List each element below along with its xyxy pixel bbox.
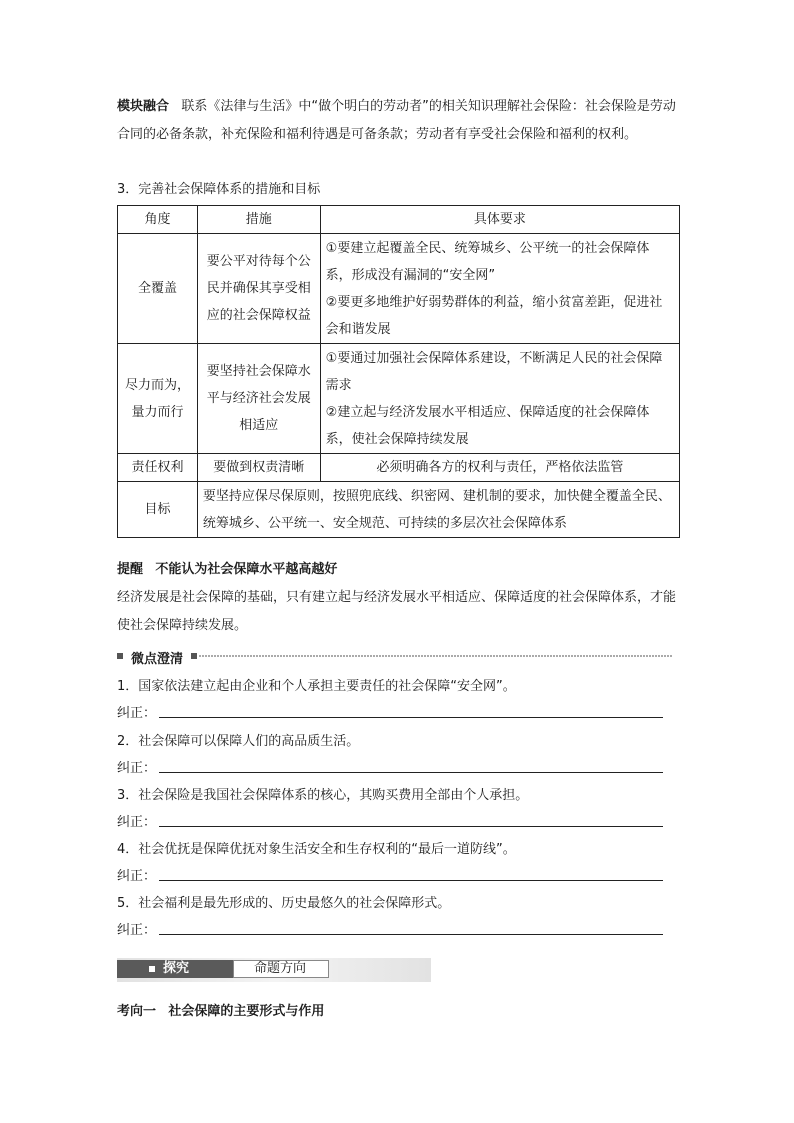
- requirement-item: ②建立起与经济发展水平相适应、保障适度的社会保障体系，使社会保障持续发展: [325, 404, 650, 447]
- row-requirements: [320, 234, 679, 344]
- explore-tab-sub: [233, 960, 329, 978]
- row-requirements: [320, 344, 679, 454]
- row-measure: 要做到权责清晰: [197, 454, 320, 482]
- correction-label: 纠正：: [117, 706, 157, 721]
- clarify-bar-graphic: [117, 651, 677, 663]
- reminder-label: 提醒: [117, 562, 144, 577]
- row-measure: 要坚持社会保障水平与经济社会发展相适应: [197, 344, 320, 454]
- clarify-item: 4．社会优抚是保障优抚对象生活安全和生存权利的“最后一道防线”。: [117, 842, 516, 857]
- correction-answer-line[interactable]: [159, 772, 663, 773]
- requirement-item: ②要更多地维护好弱势群体的利益，缩小贫富差距，促进社会和谐发展: [325, 294, 663, 337]
- requirement-item: ①要通过加强社会保障体系建设，不断满足人民的社会保障需求: [325, 350, 663, 393]
- intro-paragraph: [117, 93, 679, 149]
- clarify-item: 1．国家依法建立起由企业和个人承担主要责任的社会保障“安全网”。: [117, 679, 516, 694]
- header-angle: 角度: [118, 206, 198, 234]
- correction-row: [117, 919, 663, 939]
- clarify-title: 微点澄清: [129, 648, 185, 667]
- correction-label: 纠正：: [117, 815, 157, 830]
- clarify-section-bar: [117, 651, 677, 667]
- correction-answer-line[interactable]: [159, 717, 663, 718]
- correction-label: 纠正：: [117, 923, 157, 938]
- explore-section-band: [117, 958, 431, 982]
- section-3-title: 3．完善社会保障体系的措施和目标: [117, 182, 321, 197]
- clarify-item: 5．社会福利是最先形成的、历史最悠久的社会保障形式。: [117, 896, 451, 911]
- row-angle: 全覆盖: [118, 234, 198, 344]
- direction-1-title: 社会保障的主要形式与作用: [168, 1004, 325, 1019]
- correction-label: 纠正：: [117, 761, 157, 776]
- correction-answer-line[interactable]: [159, 826, 663, 827]
- correction-answer-line[interactable]: [159, 934, 663, 935]
- table-row: [118, 234, 680, 344]
- table-header-row: [118, 206, 680, 234]
- square-bullet-icon: [149, 966, 155, 972]
- reminder-heading: [117, 558, 337, 577]
- measures-table: [117, 205, 680, 538]
- explore-tab-main-label: 探究: [163, 961, 190, 976]
- header-requirements: 具体要求: [320, 206, 679, 234]
- correction-label: 纠正：: [117, 869, 157, 884]
- direction-1-label: 考向一: [117, 1004, 157, 1019]
- direction-1-heading: [117, 1000, 324, 1019]
- reminder-title: 不能认为社会保障水平越高越好: [155, 562, 338, 577]
- header-measure: 措施: [197, 206, 320, 234]
- intro-text: 联系《法律与生活》中“做个明白的劳动者”的相关知识理解社会保险：社会保险是劳动合同的必备条款，补充保险和福利待遇是可备条款；劳动者有享受社会保险和福利的权利。: [117, 99, 676, 142]
- row-requirements: 必须明确各方的权利与责任，严格依法监管: [320, 454, 679, 482]
- clarify-item: 2．社会保障可以保障人们的高品质生活。: [117, 734, 360, 749]
- row-measure: 要公平对待每个公民并确保其享受相应的社会保障权益: [197, 234, 320, 344]
- explore-tab-sub-label: 命题方向: [254, 961, 307, 976]
- goal-text: 要坚持应保尽保原则，按照兜底线、织密网、建机制的要求，加快健全覆盖全民、统筹城乡、公平统一、安全规范、可持续的多层次社会保障体系: [197, 482, 679, 538]
- row-angle: 责任权利: [118, 454, 198, 482]
- intro-label: 模块融合: [117, 99, 170, 114]
- correction-row: [117, 811, 663, 831]
- goal-label: 目标: [118, 482, 198, 538]
- table-row: [118, 344, 680, 454]
- correction-row: [117, 702, 663, 722]
- correction-row: [117, 757, 663, 777]
- table-row: [118, 454, 680, 482]
- correction-row: [117, 865, 663, 885]
- row-angle: 尽力而为，量力而行: [118, 344, 198, 454]
- correction-answer-line[interactable]: [159, 880, 663, 881]
- explore-tab-main: [117, 960, 233, 978]
- table-goal-row: [118, 482, 680, 538]
- clarify-item: 3．社会保险是我国社会保障体系的核心，其购买费用全部由个人承担。: [117, 788, 529, 803]
- requirement-item: ①要建立起覆盖全民、统筹城乡、公平统一的社会保障体系，形成没有漏洞的“安全网”: [325, 240, 650, 283]
- reminder-text: 经济发展是社会保障的基础，只有建立起与经济发展水平相适应、保障适度的社会保障体系，才能使社会保障持续发展。: [117, 590, 677, 633]
